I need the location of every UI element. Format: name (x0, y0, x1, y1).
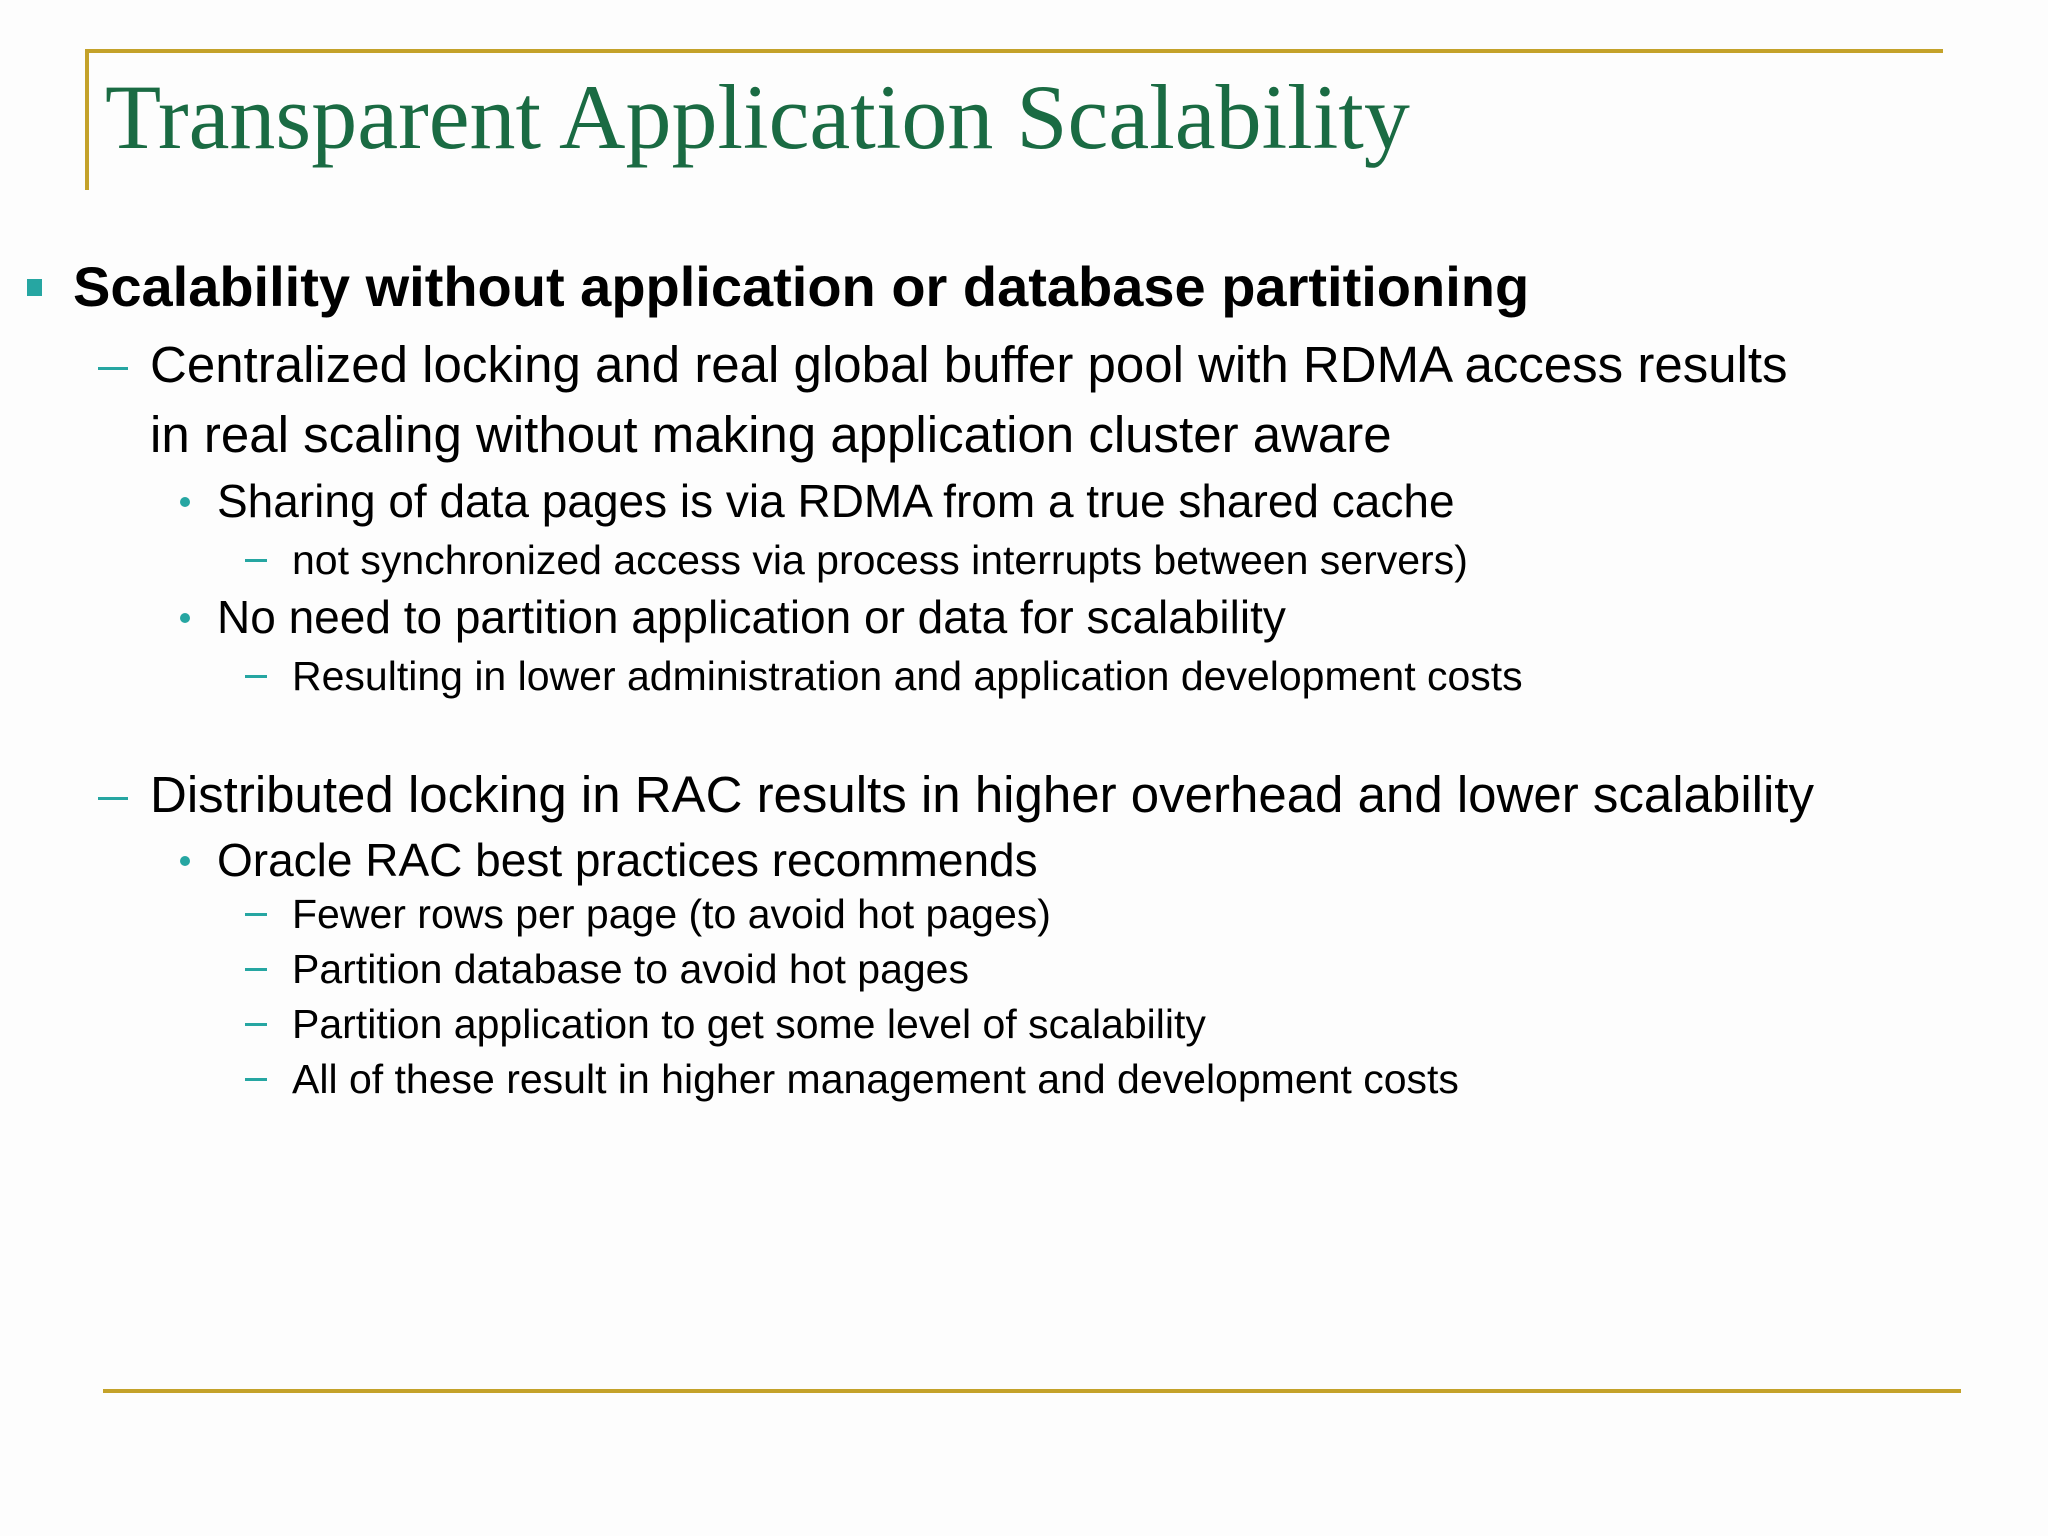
dash-bullet-icon (98, 797, 128, 800)
no-partition-subpoint: No need to partition application or data for scalability (217, 591, 1286, 643)
dash-bullet-icon (245, 1023, 267, 1026)
dash-bullet-icon (98, 367, 128, 370)
square-bullet-icon (27, 279, 42, 296)
oracle-detail-item: All of these result in higher management and development costs (292, 1056, 1459, 1102)
centralized-point-line2: in real scaling without making application cluster aware (150, 406, 1392, 463)
oracle-detail-item: Fewer rows per page (to avoid hot pages) (292, 891, 1051, 937)
dot-bullet-icon (180, 613, 190, 623)
oracle-subpoint: Oracle RAC best practices recommends (217, 834, 1038, 886)
oracle-detail-item: Partition database to avoid hot pages (292, 946, 969, 992)
dot-bullet-icon (180, 856, 190, 866)
sharing-subpoint: Sharing of data pages is via RDMA from a true shared cache (217, 475, 1455, 527)
dot-bullet-icon (180, 497, 190, 507)
title-rule-top (85, 49, 1943, 53)
oracle-detail-item: Partition application to get some level of scalability (292, 1001, 1206, 1047)
dash-bullet-icon (245, 675, 267, 678)
dash-bullet-icon (245, 913, 267, 916)
dash-bullet-icon (245, 1078, 267, 1081)
lower-costs-detail: Resulting in lower administration and application development costs (292, 653, 1523, 699)
dash-bullet-icon (245, 559, 267, 562)
dash-bullet-icon (245, 968, 267, 971)
slide-title: Transparent Application Scalability (105, 66, 1410, 168)
centralized-point-line1: Centralized locking and real global buffer pool with RDMA access results (150, 336, 1788, 393)
footer-rule (103, 1389, 1961, 1393)
not-synchronized-detail: not synchronized access via process interrupts between servers) (292, 537, 1468, 583)
main-bullet-text: Scalability without application or database partitioning (73, 255, 1530, 318)
title-rule-left (85, 49, 89, 190)
distributed-point: Distributed locking in RAC results in higher overhead and lower scalability (150, 766, 1814, 823)
